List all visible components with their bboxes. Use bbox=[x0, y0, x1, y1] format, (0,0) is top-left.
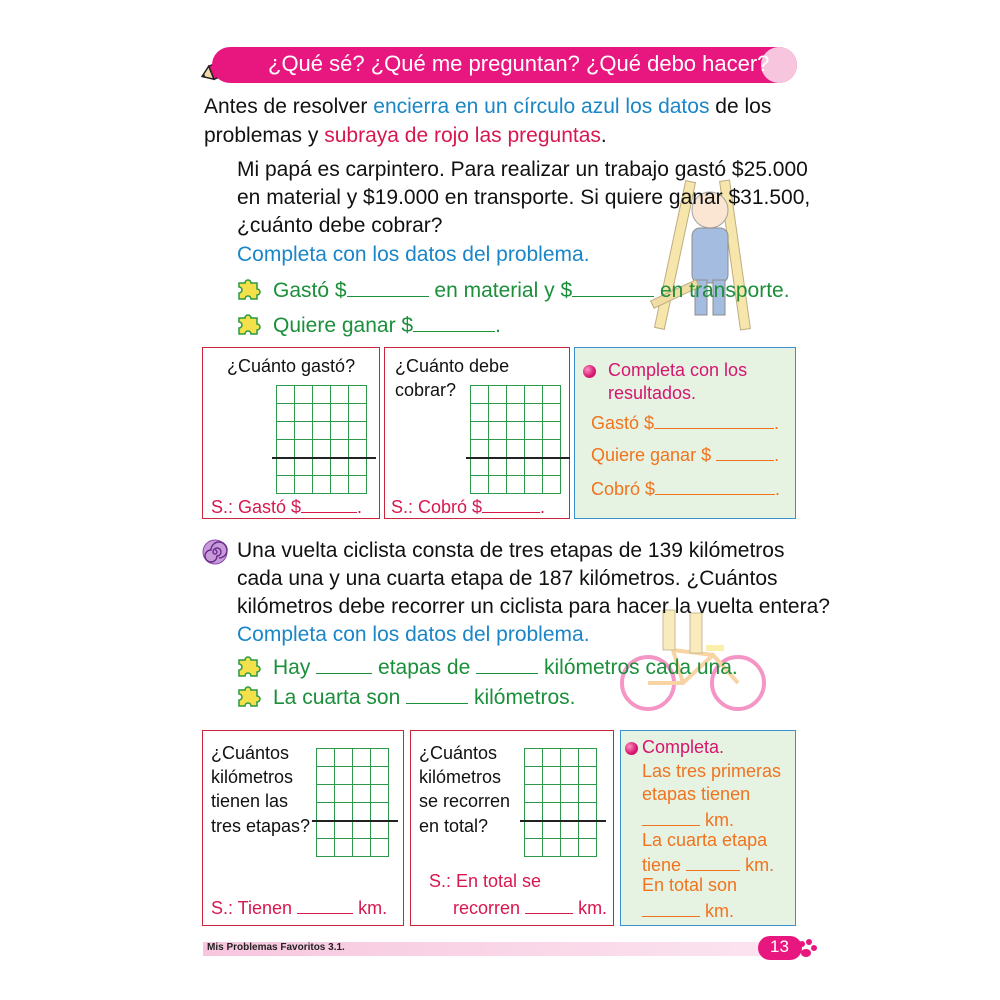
box-question-l1: ¿Cuántos bbox=[419, 743, 498, 763]
grid-cell[interactable] bbox=[316, 784, 335, 803]
problem2-box-three-stages bbox=[202, 730, 404, 926]
blank-field[interactable] bbox=[642, 898, 700, 917]
results-row-spent bbox=[591, 410, 779, 434]
grid-cell[interactable] bbox=[352, 784, 371, 803]
grid-cell[interactable] bbox=[560, 802, 579, 821]
grid-cell[interactable] bbox=[578, 748, 597, 767]
grid-cell[interactable] bbox=[330, 457, 349, 476]
box-answer-text: S.: Cobró $ bbox=[391, 497, 483, 517]
complete-unit: km. bbox=[705, 901, 735, 921]
grid-cell[interactable] bbox=[294, 457, 313, 476]
complete-title: Completa. bbox=[642, 737, 725, 757]
blank-field[interactable] bbox=[316, 652, 372, 674]
complete-line-3 bbox=[642, 807, 734, 831]
box-answer-l2 bbox=[453, 895, 607, 919]
problem1-item-2-a: Quiere ganar $ bbox=[273, 314, 414, 337]
grid-cell[interactable] bbox=[330, 403, 349, 422]
sum-line bbox=[520, 820, 606, 822]
problem2-complete-prompt: Completa con los datos del problema. bbox=[237, 623, 590, 646]
grid-cell[interactable] bbox=[352, 766, 371, 785]
grid-cell[interactable] bbox=[334, 820, 353, 839]
problem2-box-complete bbox=[620, 730, 796, 926]
paw-icon bbox=[796, 938, 818, 965]
grid-cell[interactable] bbox=[506, 439, 525, 458]
box-question-l4: en total? bbox=[419, 816, 489, 836]
blank-field[interactable] bbox=[572, 275, 654, 297]
problem1-item-1-c: en transporte. bbox=[659, 279, 790, 302]
complete-unit: km. bbox=[745, 855, 775, 875]
blank-field[interactable] bbox=[686, 852, 740, 871]
grid-cell[interactable] bbox=[370, 802, 389, 821]
results-row-end: . bbox=[774, 413, 780, 433]
puzzle-icon bbox=[236, 684, 266, 713]
problem2-item-1-c: kilómetros cada una. bbox=[543, 656, 738, 679]
instructions-text-3: problemas y bbox=[204, 124, 325, 147]
instructions-text-4: . bbox=[600, 124, 607, 147]
grid-cell[interactable] bbox=[578, 838, 597, 857]
grid-cell[interactable] bbox=[330, 421, 349, 440]
grid-cell[interactable] bbox=[316, 802, 335, 821]
puzzle-icon bbox=[236, 654, 266, 683]
grid-cell[interactable] bbox=[542, 385, 561, 404]
grid-cell[interactable] bbox=[506, 421, 525, 440]
grid-cell[interactable] bbox=[560, 766, 579, 785]
results-row-charged bbox=[591, 476, 780, 500]
box-question-l2: cobrar? bbox=[395, 380, 457, 400]
box-answer-l1: S.: En total se bbox=[429, 871, 542, 891]
problem2-item-1 bbox=[273, 652, 738, 680]
grid-cell[interactable] bbox=[524, 439, 543, 458]
grid-cell[interactable] bbox=[542, 766, 561, 785]
grid-cell[interactable] bbox=[348, 403, 367, 422]
grid-cell[interactable] bbox=[370, 784, 389, 803]
complete-line-7 bbox=[642, 898, 734, 922]
grid-cell[interactable] bbox=[348, 475, 367, 494]
grid-cell[interactable] bbox=[560, 784, 579, 803]
grid-cell[interactable] bbox=[276, 421, 295, 440]
grid-cell[interactable] bbox=[348, 457, 367, 476]
box-answer bbox=[391, 494, 545, 518]
blank-field[interactable] bbox=[301, 494, 357, 513]
grid-cell[interactable] bbox=[334, 802, 353, 821]
box-question-l2: kilómetros bbox=[211, 767, 294, 787]
grid-cell[interactable] bbox=[312, 421, 331, 440]
problem2-item-2 bbox=[273, 682, 575, 710]
problem2-line-2: cada una y una cuarta etapa de 187 kilómetros. ¿Cuántos bbox=[237, 567, 778, 590]
box-answer-text: S.: Gastó $ bbox=[211, 497, 302, 517]
blank-field[interactable] bbox=[655, 476, 775, 495]
problem1-item-2 bbox=[273, 310, 501, 338]
grid-cell[interactable] bbox=[488, 439, 507, 458]
grid-cell[interactable] bbox=[542, 439, 561, 458]
grid-cell[interactable] bbox=[542, 838, 561, 857]
blank-field[interactable] bbox=[347, 275, 429, 297]
page-number: 13 bbox=[770, 937, 789, 956]
work-grid[interactable] bbox=[276, 385, 366, 493]
problem1-box-results bbox=[574, 347, 796, 519]
complete-line-2: etapas tienen bbox=[642, 784, 751, 804]
box-answer bbox=[211, 895, 387, 919]
grid-cell[interactable] bbox=[488, 421, 507, 440]
grid-cell[interactable] bbox=[560, 838, 579, 857]
grid-cell[interactable] bbox=[334, 838, 353, 857]
problem2-box-total bbox=[410, 730, 614, 926]
grid-cell[interactable] bbox=[488, 475, 507, 494]
grid-cell[interactable] bbox=[506, 457, 525, 476]
grid-cell[interactable] bbox=[578, 784, 597, 803]
grid-cell[interactable] bbox=[524, 457, 543, 476]
complete-line-4: La cuarta etapa bbox=[642, 830, 768, 850]
complete-line-6: En total son bbox=[642, 875, 738, 895]
grid-cell[interactable] bbox=[542, 784, 561, 803]
problem2-line-1: Una vuelta ciclista consta de tres etapas de 139 kilómetros bbox=[237, 539, 785, 562]
grid-cell[interactable] bbox=[542, 802, 561, 821]
box-answer bbox=[211, 494, 362, 518]
grid-cell[interactable] bbox=[352, 820, 371, 839]
box-question-l3: tienen las bbox=[211, 791, 289, 811]
sum-line bbox=[466, 457, 570, 459]
grid-cell[interactable] bbox=[312, 439, 331, 458]
grid-cell[interactable] bbox=[542, 820, 561, 839]
grid-cell[interactable] bbox=[542, 403, 561, 422]
grid-cell[interactable] bbox=[488, 403, 507, 422]
grid-cell[interactable] bbox=[370, 838, 389, 857]
work-grid[interactable] bbox=[316, 748, 388, 854]
blank-field[interactable] bbox=[716, 442, 774, 461]
grid-cell[interactable] bbox=[542, 457, 561, 476]
bullet-dot-icon bbox=[625, 742, 638, 755]
bullet-dot-icon bbox=[583, 365, 596, 378]
puzzle-icon bbox=[236, 277, 266, 306]
grid-cell[interactable] bbox=[352, 748, 371, 767]
footer-title: Mis Problemas Favoritos 3.1. bbox=[207, 942, 345, 953]
problem1-item-1 bbox=[273, 275, 790, 303]
grid-cell[interactable] bbox=[294, 439, 313, 458]
grid-cell[interactable] bbox=[312, 385, 331, 404]
grid-cell[interactable] bbox=[334, 748, 353, 767]
box-question-l3: se recorren bbox=[419, 791, 511, 811]
grid-cell[interactable] bbox=[294, 385, 313, 404]
grid-cell[interactable] bbox=[524, 748, 543, 767]
instructions-text: Antes de resolver bbox=[204, 95, 374, 118]
grid-cell[interactable] bbox=[316, 748, 335, 767]
grid-cell[interactable] bbox=[524, 475, 543, 494]
problem1-item-1-b: en material y $ bbox=[434, 279, 573, 302]
box-question-l1: ¿Cuánto debe bbox=[395, 356, 510, 376]
grid-cell[interactable] bbox=[348, 439, 367, 458]
grid-cell[interactable] bbox=[330, 385, 349, 404]
grid-cell[interactable] bbox=[560, 820, 579, 839]
blank-field[interactable] bbox=[297, 895, 353, 914]
grid-cell[interactable] bbox=[312, 457, 331, 476]
grid-cell[interactable] bbox=[470, 385, 489, 404]
grid-cell[interactable] bbox=[524, 403, 543, 422]
grid-cell[interactable] bbox=[524, 421, 543, 440]
box-question-l1: ¿Cuántos bbox=[211, 743, 290, 763]
grid-cell[interactable] bbox=[578, 766, 597, 785]
grid-cell[interactable] bbox=[348, 421, 367, 440]
grid-cell[interactable] bbox=[524, 802, 543, 821]
grid-cell[interactable] bbox=[312, 475, 331, 494]
instructions-blue: encierra en un círculo azul los datos bbox=[373, 95, 710, 118]
problem2-item-1-a: Hay bbox=[273, 656, 311, 679]
grid-cell[interactable] bbox=[488, 385, 507, 404]
box-question-l4: tres etapas? bbox=[211, 816, 311, 836]
grid-cell[interactable] bbox=[524, 820, 543, 839]
work-grid[interactable] bbox=[470, 385, 560, 493]
grid-cell[interactable] bbox=[578, 802, 597, 821]
grid-cell[interactable] bbox=[506, 403, 525, 422]
grid-cell[interactable] bbox=[524, 385, 543, 404]
box-question: ¿Cuánto gastó? bbox=[227, 356, 356, 376]
blank-field[interactable] bbox=[642, 807, 700, 826]
grid-cell[interactable] bbox=[294, 475, 313, 494]
blank-field[interactable] bbox=[654, 410, 774, 429]
results-row-earn bbox=[591, 442, 779, 466]
box-answer-end: . bbox=[540, 497, 546, 517]
box-answer-end: . bbox=[357, 497, 363, 517]
grid-cell[interactable] bbox=[276, 385, 295, 404]
grid-cell[interactable] bbox=[488, 457, 507, 476]
grid-cell[interactable] bbox=[352, 802, 371, 821]
grid-cell[interactable] bbox=[560, 748, 579, 767]
grid-cell[interactable] bbox=[542, 748, 561, 767]
puzzle-icon bbox=[236, 312, 266, 341]
complete-unit: km. bbox=[705, 810, 735, 830]
problem1-item-2-b: . bbox=[495, 314, 501, 337]
grid-cell[interactable] bbox=[506, 475, 525, 494]
instructions-red: subraya de rojo las preguntas bbox=[324, 124, 601, 147]
sum-line bbox=[312, 820, 398, 822]
complete-text: tiene bbox=[642, 855, 682, 875]
grid-cell[interactable] bbox=[312, 403, 331, 422]
problem1-line-1: Mi papá es carpintero. Para realizar un trabajo gastó $25.000 bbox=[237, 158, 808, 181]
grid-cell[interactable] bbox=[316, 838, 335, 857]
results-row-label: Quiere ganar $ bbox=[591, 445, 712, 465]
blank-field[interactable] bbox=[476, 652, 538, 674]
grid-cell[interactable] bbox=[316, 766, 335, 785]
instructions-line-2 bbox=[204, 124, 607, 148]
box-answer-unit: km. bbox=[578, 898, 608, 918]
grid-cell[interactable] bbox=[330, 439, 349, 458]
problem1-complete-prompt: Completa con los datos del problema. bbox=[237, 243, 590, 266]
box-question-l2: kilómetros bbox=[419, 767, 502, 787]
grid-cell[interactable] bbox=[334, 784, 353, 803]
grid-cell[interactable] bbox=[524, 838, 543, 857]
grid-cell[interactable] bbox=[506, 385, 525, 404]
problem1-line-2: en material y $19.000 en transporte. Si quiere ganar $31.500, bbox=[237, 186, 811, 209]
instructions-text-2: de los bbox=[709, 95, 772, 118]
sum-line bbox=[272, 457, 376, 459]
box-answer-unit: km. bbox=[358, 898, 388, 918]
problem1-box-spent bbox=[202, 347, 380, 519]
grid-cell[interactable] bbox=[578, 820, 597, 839]
grid-cell[interactable] bbox=[330, 475, 349, 494]
grid-cell[interactable] bbox=[276, 403, 295, 422]
section-title: ¿Qué sé? ¿Qué me preguntan? ¿Qué debo hacer? bbox=[268, 51, 770, 76]
problem2-line-3: kilómetros debe recorrer un ciclista para hacer la vuelta entera? bbox=[237, 595, 830, 618]
grid-cell[interactable] bbox=[294, 421, 313, 440]
grid-cell[interactable] bbox=[524, 766, 543, 785]
spiral-bullet-icon bbox=[202, 539, 228, 570]
work-grid[interactable] bbox=[524, 748, 596, 854]
grid-cell[interactable] bbox=[524, 784, 543, 803]
grid-cell[interactable] bbox=[470, 439, 489, 458]
blank-field[interactable] bbox=[525, 895, 573, 914]
grid-cell[interactable] bbox=[348, 385, 367, 404]
problem1-box-charge bbox=[384, 347, 570, 519]
section-banner bbox=[212, 47, 797, 83]
blank-field[interactable] bbox=[482, 494, 540, 513]
grid-cell[interactable] bbox=[470, 475, 489, 494]
grid-cell[interactable] bbox=[470, 421, 489, 440]
results-row-label: Cobró $ bbox=[591, 479, 656, 499]
results-row-end: . bbox=[775, 479, 781, 499]
grid-cell[interactable] bbox=[276, 439, 295, 458]
results-title-l1: Completa con los bbox=[608, 360, 748, 380]
problem2-item-1-b: etapas de bbox=[378, 656, 471, 679]
grid-cell[interactable] bbox=[316, 820, 335, 839]
grid-cell[interactable] bbox=[370, 766, 389, 785]
grid-cell[interactable] bbox=[542, 421, 561, 440]
results-row-label: Gastó $ bbox=[591, 413, 655, 433]
problem2-item-2-a: La cuarta son bbox=[273, 686, 401, 709]
results-title-l2: resultados. bbox=[608, 383, 697, 403]
instructions-line-1 bbox=[204, 95, 771, 119]
problem1-line-3: ¿cuánto debe cobrar? bbox=[237, 214, 443, 237]
grid-cell[interactable] bbox=[294, 403, 313, 422]
grid-cell[interactable] bbox=[470, 403, 489, 422]
box-answer-text: recorren bbox=[453, 898, 521, 918]
box-answer-text: S.: Tienen bbox=[211, 898, 293, 918]
grid-cell[interactable] bbox=[370, 748, 389, 767]
grid-cell[interactable] bbox=[276, 457, 295, 476]
grid-cell[interactable] bbox=[470, 457, 489, 476]
grid-cell[interactable] bbox=[370, 820, 389, 839]
results-row-end: . bbox=[774, 445, 780, 465]
grid-cell[interactable] bbox=[334, 766, 353, 785]
grid-cell[interactable] bbox=[542, 475, 561, 494]
blank-field[interactable] bbox=[406, 682, 468, 704]
complete-line-5 bbox=[642, 852, 774, 876]
blank-field[interactable] bbox=[413, 310, 495, 332]
grid-cell[interactable] bbox=[276, 475, 295, 494]
problem1-item-1-a: Gastó $ bbox=[273, 279, 347, 302]
complete-line-1: Las tres primeras bbox=[642, 761, 782, 781]
grid-cell[interactable] bbox=[352, 838, 371, 857]
problem2-item-2-b: kilómetros. bbox=[473, 686, 576, 709]
